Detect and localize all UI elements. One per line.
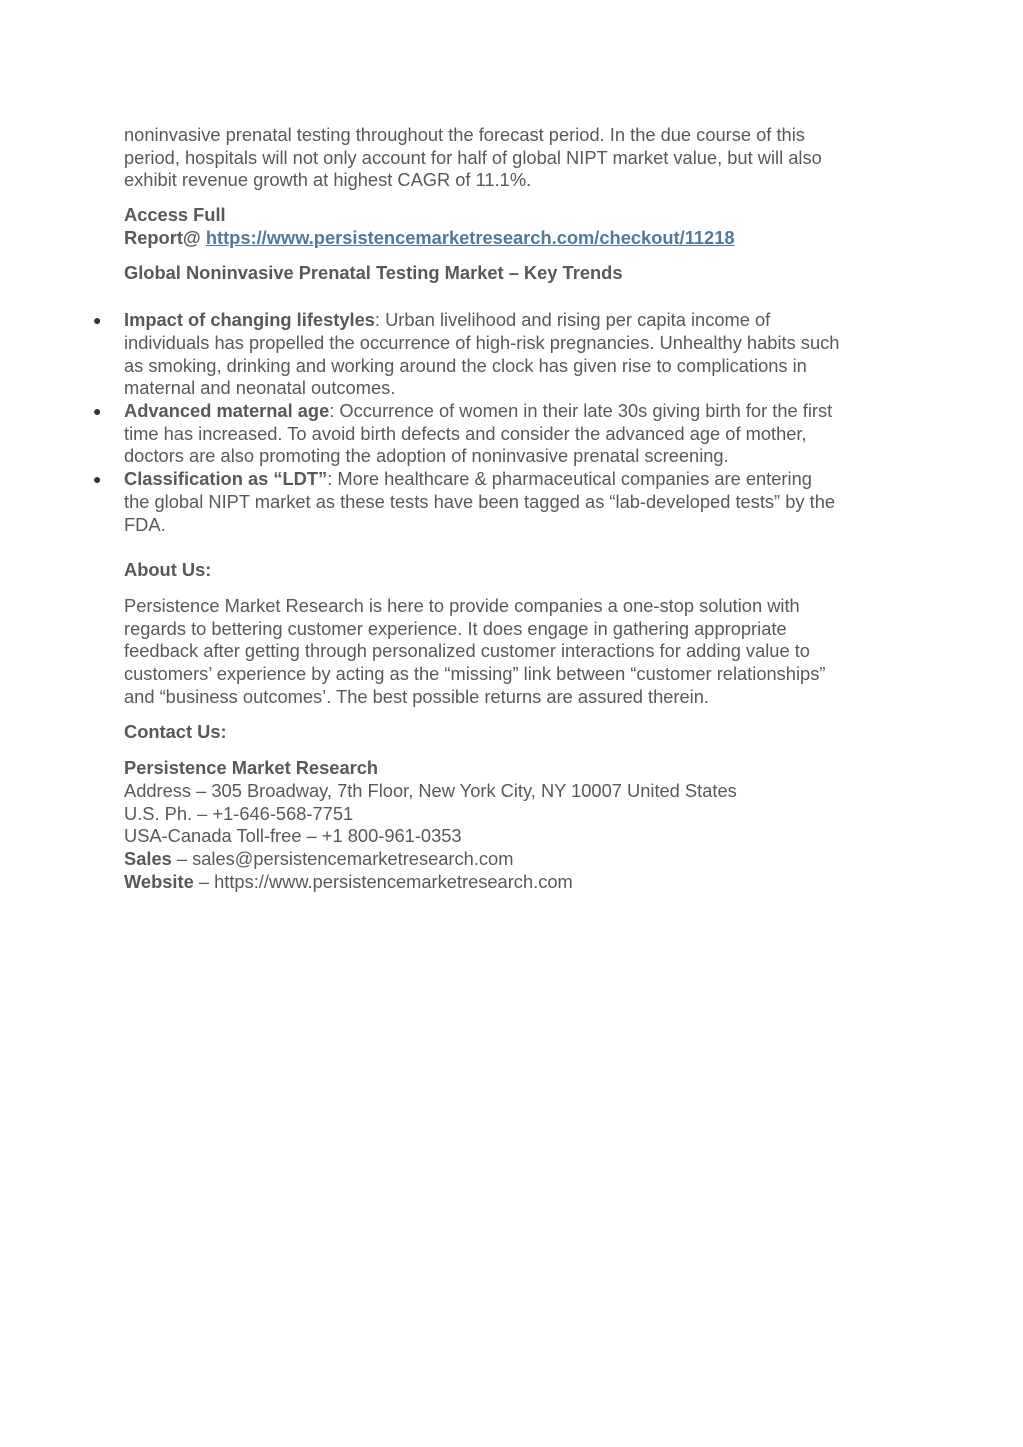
trend-text: the global NIPT market as these tests have been tagged as “lab-developed tests” by the [124, 490, 836, 512]
bullet-icon: ● [93, 312, 102, 329]
website-label: Website [124, 870, 194, 892]
bullet-icon: ● [93, 403, 102, 420]
access-label: Access Full [124, 204, 226, 226]
intro-line: period, hospitals will not only account for half of global NIPT market value, but will also [124, 146, 822, 168]
contact-phone: U.S. Ph. – +1-646-568-7751 [124, 802, 354, 824]
trend-text: : Urban livelihood and rising per capita income of [374, 309, 771, 331]
trend-title: Classification as “LDT” [124, 468, 328, 490]
about-line: feedback after getting through personalized customer interactions for adding value to [124, 640, 810, 662]
about-line: Persistence Market Research is here to provide companies a one-stop solution with [124, 594, 800, 616]
about-line: and “business outcomes’. The best possible returns are assured therein. [124, 685, 709, 707]
list-item [93, 400, 904, 468]
about-line: customers’ experience by acting as the “missing” link between “customer relationships” [124, 663, 826, 685]
trend-text: FDA. [124, 513, 166, 535]
key-trends-list [93, 309, 904, 536]
trend-text: : Occurrence of women in their late 30s giving birth for the first [329, 400, 833, 422]
bullet-icon: ● [93, 471, 102, 488]
checkout-link[interactable]: https://www.persistencemarketresearch.com/checkout/11218 [205, 226, 735, 248]
intro-paragraph [124, 124, 904, 192]
list-item [93, 309, 904, 400]
intro-line: exhibit revenue growth at highest CAGR of 11.1%. [124, 169, 532, 191]
intro-line: noninvasive prenatal testing throughout the forecast period. In the due course of this [124, 124, 805, 145]
contact-block [124, 757, 904, 893]
company-name: Persistence Market Research [124, 757, 379, 779]
trend-text: as smoking, drinking and working around the clock has given rise to complications in [124, 354, 807, 376]
trend-text: doctors are also promoting the adoption of noninvasive prenatal screening. [124, 445, 729, 467]
website-url: – https://www.persistencemarketresearch.com [193, 870, 573, 892]
contact-heading: Contact Us: [124, 721, 227, 743]
trend-title: Impact of changing lifestyles [124, 309, 375, 331]
access-label-report: Report@ [124, 226, 201, 248]
trend-text: time has increased. To avoid birth defects and consider the advanced age of mother, [124, 422, 807, 444]
trend-title: Advanced maternal age [124, 400, 330, 422]
about-heading: About Us: [124, 559, 212, 581]
sales-email: – sales@persistencemarketresearch.com [171, 847, 514, 869]
contact-tollfree: USA-Canada Toll-free – +1 800-961-0353 [124, 825, 462, 847]
about-paragraph [124, 595, 904, 709]
trend-text: : More healthcare & pharmaceutical companies are entering [327, 468, 812, 490]
sales-label: Sales [124, 847, 172, 869]
key-trends-heading: Global Noninvasive Prenatal Testing Market – Key Trends [124, 261, 623, 283]
list-item [93, 468, 904, 536]
about-line: regards to bettering customer experience. It does engage in gathering appropriate [124, 617, 787, 639]
trend-text: maternal and neonatal outcomes. [124, 377, 396, 399]
document-page [93, 124, 904, 893]
trend-text: individuals has propelled the occurrence of high-risk pregnancies. Unhealthy habits such [124, 331, 840, 353]
access-report [124, 204, 904, 249]
contact-address: Address – 305 Broadway, 7th Floor, New York City, NY 10007 United States [124, 779, 737, 801]
